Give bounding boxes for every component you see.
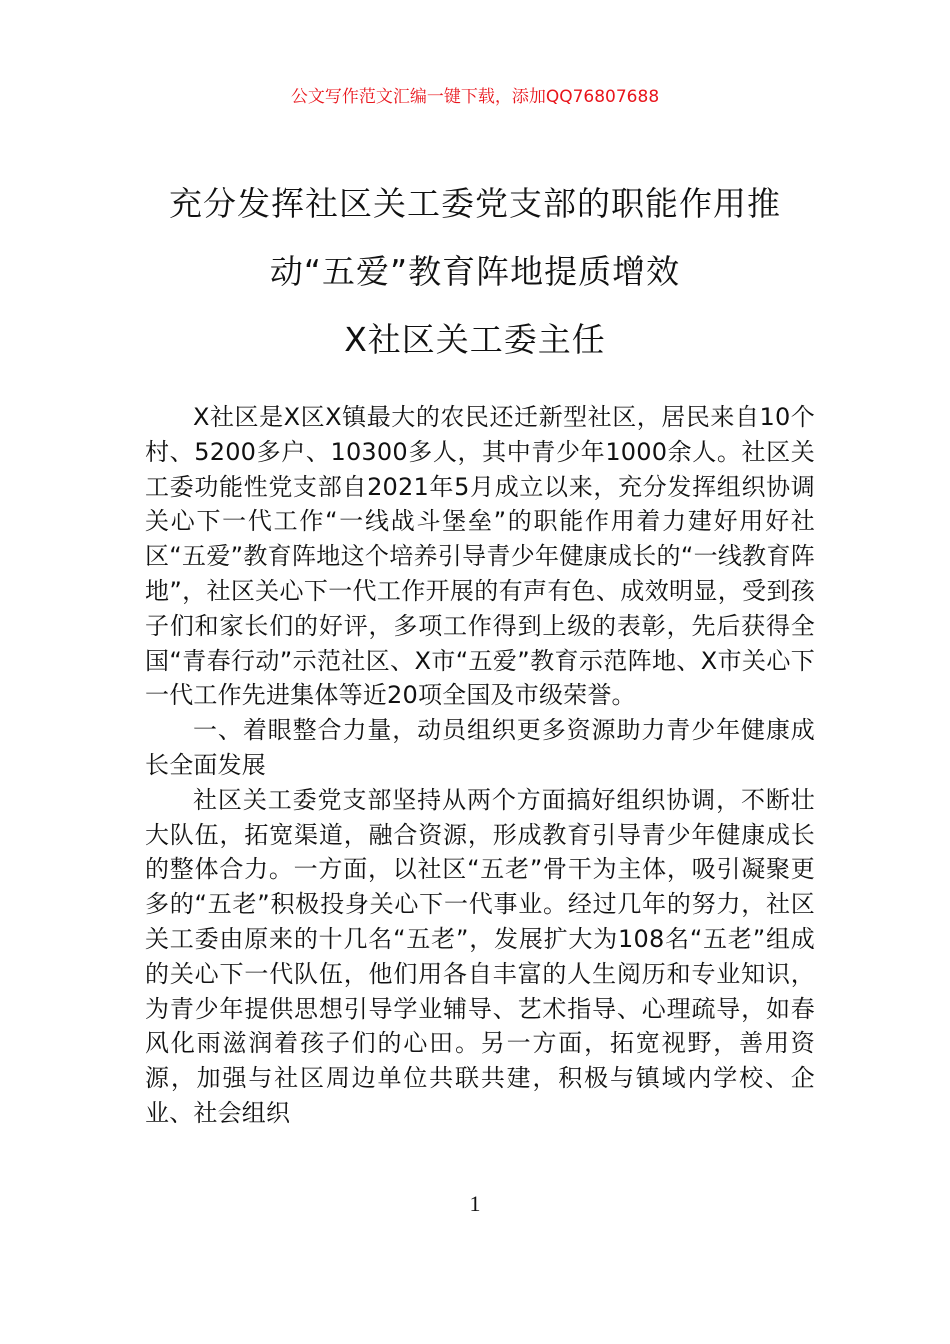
title-author: X社区关工委主任 — [344, 320, 606, 359]
document-body — [145, 400, 815, 1131]
title-line-1: 充分发挥社区关工委党支部的职能作用推 — [169, 184, 781, 223]
title-line-2: 动“五爱”教育阵地提质增效 — [269, 252, 681, 291]
page-number: 1 — [469, 1191, 481, 1216]
paragraph-intro: X社区是X区X镇最大的农民还迁新型社区，居民来自10个村、5200多户、10300多人，其中青少年1000余人。社区关工委功能性党支部自2021年5月成立以来，充分发挥组织协调关心下一代工作“一线战斗堡垒”的职能作用着力建好用好社区“五爱”教育阵地这个培养引导青少年健康成长的“一线教育阵地”，社区关心下一代工作开展的有声有色、成效明显，受到孩子们和家长们的好评，多项工作得到上级的表彰，先后获得全国“青春行动”示范社区、X市“五爱”教育示范阵地、X市关心下一代工作先进集体等近20项全国及市级荣誉。 — [145, 403, 815, 710]
section-heading-1: 一、着眼整合力量，动员组织更多资源助力青少年健康成长全面发展 — [145, 716, 815, 779]
download-notice: 公文写作范文汇编一键下载，添加QQ76807688 — [290, 87, 660, 107]
document-title — [60, 170, 890, 374]
paragraph-section-1: 社区关工委党支部坚持从两个方面搞好组织协调，不断壮大队伍，拓宽渠道，融合资源，形成教育引导青少年健康成长的整体合力。一方面，以社区“五老”骨干为主体，吸引凝聚更多的“五老”积极投身关心下一代事业。经过几年的努力，社区关工委由原来的十几名“五老”，发展扩大为108名“五老”组成的关心下一代队伍，他们用各自丰富的人生阅历和专业知识，为青少年提供思想引导学业辅导、艺术指导、心理疏导，如春风化雨滋润着孩子们的心田。另一方面，拓宽视野，善用资源，加强与社区周边单位共联共建，积极与镇域内学校、企业、社会组织 — [145, 785, 815, 1127]
